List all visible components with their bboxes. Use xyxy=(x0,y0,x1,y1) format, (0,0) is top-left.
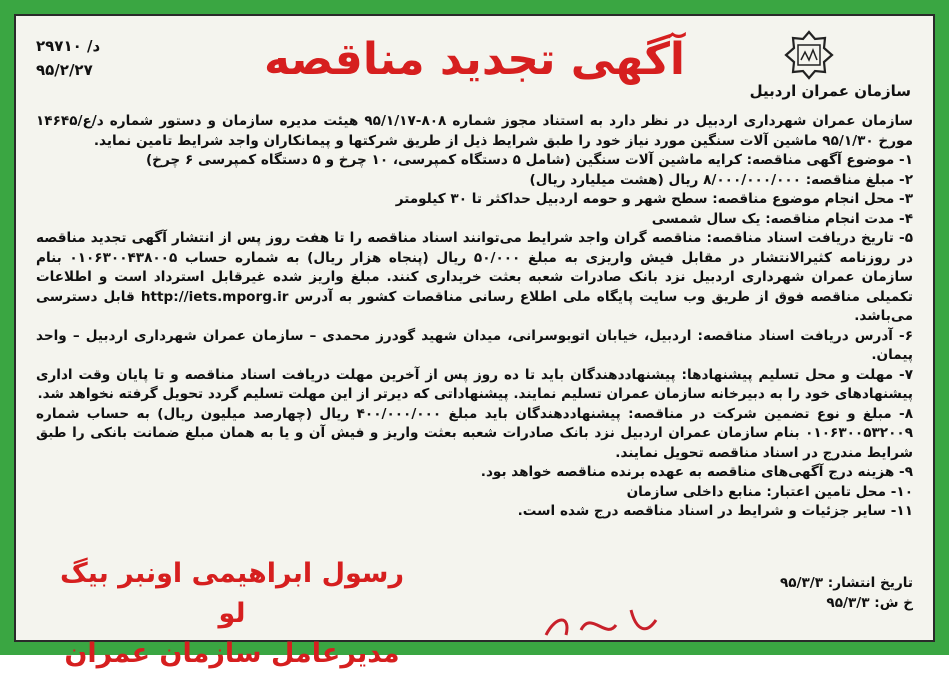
item-11: ۱۱- سایر جزئیات و شرایط در اسناد مناقصه درج شده است. xyxy=(517,503,913,519)
reference-code: د/ ۲۹۷۱۰ xyxy=(36,37,101,55)
publish-date: تاریخ انتشار: ۹۵/۳/۳ xyxy=(779,575,913,591)
signatory-position: مدیرعامل سازمان عمران xyxy=(64,638,400,669)
intro-paragraph: سازمان عمران شهرداری اردبیل در نظر دارد به استناد مجوز شماره ۸۰۸-۹۵/۱/۱۷ هیئت مدیره سازمان و دستور شماره د/ع/۱۴۶۴۵ مورخ ۹۵/۱/۳۰ ماشین آلات سنگین مورد نیاز خود را طبق شرایط ذیل از طریق شرکتها و پیمانکاران واجد شرایط تامین نماید. xyxy=(36,113,913,149)
publication-footer xyxy=(780,574,913,613)
reference-number xyxy=(36,34,100,82)
item-6: ۶- آدرس دریافت اسناد مناقصه: اردبیل، خیابان اتوبوسرانی، میدان شهید گودرز محمدی – سازمان عمران شهرداری اردبیل – واحد پیمان. xyxy=(36,327,913,363)
notice-body xyxy=(36,112,913,522)
organization-name: سازمان عمران اردبیل xyxy=(749,82,911,100)
handwritten-mark-icon xyxy=(536,600,666,650)
item-5: ۵- تاریخ دریافت اسناد مناقصه: مناقصه گران واجد شرایط می‌توانند اسناد مناقصه را تا هفت روز پس از انتشار آگهی تجدید مناقصه در روزنامه کثیرالانتشار در مقابل فیش واریزی به مبلغ ۵۰/۰۰۰ ریال (پنجاه هزار ریال) به شماره حساب ۰۱۰۶۳۰۰۴۳۸۰۰۵ بنام سازمان عمران شهرداری اردبیل نزد بانک صادرات شعبه بعثت خریداری کنند. مبلغ واریز شده غیرقابل استرداد است و اطلاعات تکمیلی مناقصه فوق از طریق وب سایت پایگاه ملی اطلاع رسانی مناقصات کشور به آدرس http://iets.mporg.ir قابل دسترسی می‌باشد. xyxy=(36,230,914,324)
notice-title: آگهی تجدید مناقصه xyxy=(263,34,686,85)
item-4: ۴- مدت انجام مناقصه: یک سال شمسی xyxy=(651,210,913,227)
kh-sh-date: خ ش: ۹۵/۳/۳ xyxy=(826,594,913,611)
signature-block xyxy=(42,554,422,674)
item-2: ۲- مبلغ مناقصه: ۸/۰۰۰/۰۰۰/۰۰۰ ریال (هشت میلیارد ریال) xyxy=(529,171,913,188)
reference-date: ۹۵/۲/۲۷ xyxy=(36,61,93,79)
item-8: ۸- مبلغ و نوع تضمین شرکت در مناقصه: پیشنهاددهندگان باید مبلغ ۴۰۰/۰۰۰/۰۰۰ ریال (چهارصد میلیون ریال) به حساب شماره ۰۱۰۶۳۰۰۵۳۲۰۰۹ بنام سازمان عمران اردبیل نزد بانک صادرات شعبه بعثت واریز و فیش آن و یا به همان مبلغ ضمانت بانکی را طبق شرایط مندرج در اسناد مناقصه تحویل نمایند. xyxy=(36,405,913,461)
item-1: ۱- موضوع آگهی مناقصه: کرایه ماشین آلات سنگین (شامل ۵ دستگاه کمپرسی، ۱۰ چرخ و ۵ دستگاه کمپرسی ۶ چرخ) xyxy=(145,152,913,168)
item-7: ۷- مهلت و محل تسلیم پیشنهادها: پیشنهاددهندگان باید تا ده روز پس از آخرین مهلت دریافت اسناد مناقصه و تا پایان وقت اداری پیشنهادهای خود را به دبیرخانه سازمان عمران تسلیم نمایند. پیشنهاداتی که دیرتر از این مهلت تسلیم گردد تحویل گرفته نخواهد شد. xyxy=(36,366,913,402)
item-10: ۱۰- محل تامین اعتبار: منابع داخلی سازمان xyxy=(626,483,913,500)
item-9: ۹- هزینه درج آگهی‌های مناقصه به عهده برنده مناقصه خواهد بود. xyxy=(480,464,913,480)
signatory-name: رسول ابراهیمی اونبر بیگ لو xyxy=(59,558,405,629)
notice-paper xyxy=(14,14,935,669)
item-3: ۳- محل انجام موضوع مناقصه: سطح شهر و حومه اردبیل حداکثر تا ۳۰ کیلومتر xyxy=(395,191,913,207)
